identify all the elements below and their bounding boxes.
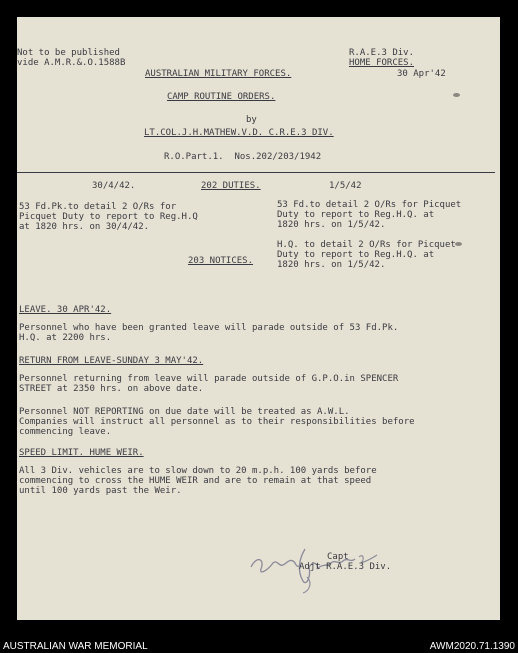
document-page [17,17,500,620]
officer-line: LT.COL.J.H.MATHEW.V.D. C.R.E.3 DIV. [144,128,334,138]
forces-heading: AUSTRALIAN MILITARY FORCES. [145,69,292,79]
duties-date-right: 1/5/42 [329,181,362,191]
by-line: by [246,115,257,125]
duty-right-b-line: 1820 hrs. on 1/5/42. [277,260,386,270]
return-text-line: STREET at 2350 hrs. on above date. [19,384,204,394]
signatory-role: Adjt R.A.E.3 Div. [299,562,392,572]
awl-text-line: Personnel NOT REPORTING on due date will be treated as A.W.L. [19,407,350,417]
duties-date-left: 30/4/42. [92,181,136,191]
leave-text-line: H.Q. at 2200 hrs. [19,333,112,343]
speed-heading: SPEED LIMIT. HUME WEIR. [19,448,144,458]
awl-text-line: commencing leave. [19,427,112,437]
speed-text-line: All 3 Div. vehicles are to slow down to 20 m.p.h. 100 yards before [19,466,377,476]
footer-institution: AUSTRALIAN WAR MEMORIAL [3,641,148,652]
footer-accession-number: AWM2020.71.1390 [429,641,515,652]
punch-hole-mark [455,242,462,246]
duty-right-b-line: Duty to report to Reg.H.Q. at [277,250,435,260]
duty-right-b-line: H.Q. to detail 2 O/Rs for Picquet [277,240,456,250]
duty-left-line: at 1820 hrs. on 30/4/42. [19,222,150,232]
speed-text-line: until 100 yards past the Weir. [19,486,182,496]
punch-hole-mark [453,93,460,97]
restriction-line-2: vide A.M.R.&.O.1588B [17,58,126,68]
notices-heading: 203 NOTICES. [188,256,254,266]
duty-left-line: 53 Fd.Pk.to detail 2 O/Rs for [19,202,177,212]
leave-heading: LEAVE. 30 APR'42. [19,305,112,315]
document-date: 30 Apr'42 [397,69,446,79]
signatory-rank: Capt [327,552,349,562]
duties-heading: 202 DUTIES. [201,181,261,191]
leave-text-line: Personnel who have been granted leave will parade outside of 53 Fd.Pk. [19,323,399,333]
duty-right-a-line: 1820 hrs. on 1/5/42. [277,220,386,230]
part-number: R.O.Part.1. Nos.202/203/1942 [164,152,322,162]
unit-name: R.A.E.3 Div. [349,48,415,58]
duty-right-a-line: 53 Fd.to detail 2 O/Rs for Picquet [277,200,462,210]
return-text-line: Personnel returning from leave will parade outside of G.P.O.in SPENCER [19,374,399,384]
header-divider [17,172,495,173]
document-title: CAMP ROUTINE ORDERS. [167,92,276,102]
duty-right-a-line: Duty to report to Reg.H.Q. at [277,210,435,220]
command-name: HOME FORCES. [349,58,415,68]
duty-left-line: Picquet Duty to report to Reg.H.Q [19,212,198,222]
awl-text-line: Companies will instruct all personnel as to their responsibilities before [19,417,415,427]
speed-text-line: commencing to cross the HUME WEIR and are to remain at that speed [19,476,372,486]
restriction-line-1: Not to be published [17,48,120,58]
return-heading: RETURN FROM LEAVE-SUNDAY 3 MAY'42. [19,356,204,366]
